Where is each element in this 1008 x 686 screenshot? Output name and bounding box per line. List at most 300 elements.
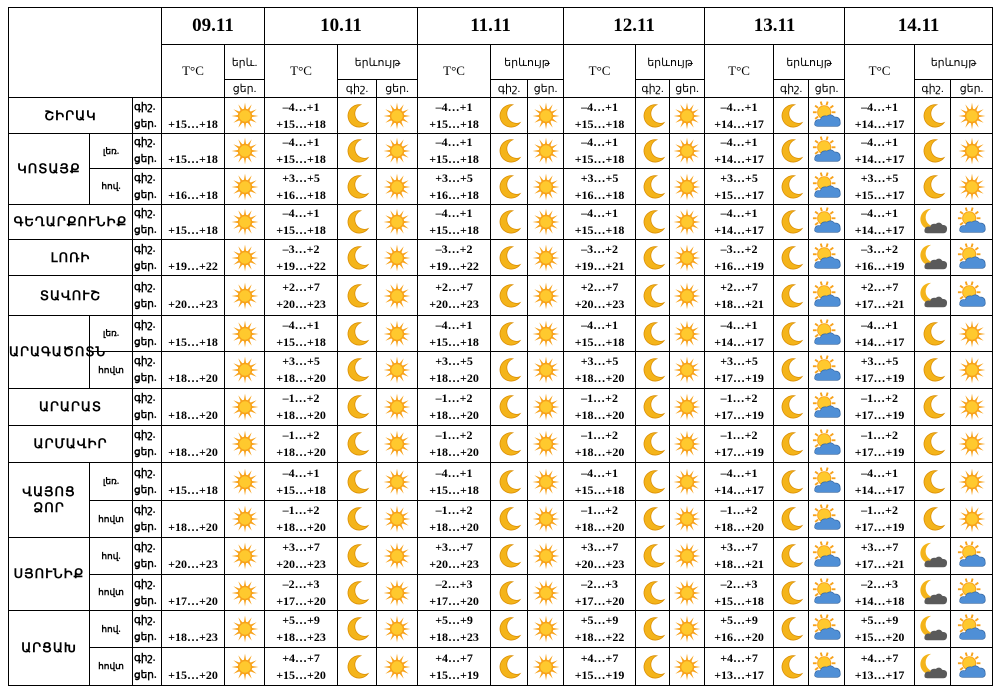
phenomenon-night-cell: [774, 463, 809, 501]
daynight-label: [133, 575, 162, 611]
temp-day: +13…+17: [714, 667, 764, 682]
temperature-cell: [845, 501, 915, 538]
phenomenon-night-cell: [636, 389, 670, 426]
temp-day: +15…+19: [429, 667, 479, 682]
temperature-cell: [705, 352, 774, 389]
moon-icon: [338, 579, 376, 607]
phenomenon-day-cell: [951, 426, 993, 463]
sun-icon: [670, 430, 704, 458]
phenomenon-night-cell: [491, 205, 528, 240]
moon-icon: [491, 282, 527, 310]
sun-icon: [528, 356, 563, 384]
phenomenon-day-cell: [377, 501, 418, 538]
phenomenon-day-cell: [225, 134, 265, 169]
phenomenon-night-cell: [491, 538, 528, 575]
sun-icon: [951, 356, 992, 384]
phenomenon-night-cell: [636, 169, 670, 205]
sun-icon: [670, 356, 704, 384]
moon-cloud-icon: [915, 243, 950, 273]
temp-night: –1…+2: [435, 391, 473, 405]
temp-day: +18…+20: [574, 445, 625, 459]
phenomenon-night-cell: [915, 98, 951, 134]
temp-day: +16…+18: [574, 187, 625, 202]
phenomenon-night-cell: [338, 426, 377, 463]
phenomenon-night-cell: [491, 575, 528, 611]
moon-icon: [491, 244, 527, 272]
sun-icon: [951, 468, 992, 496]
phenomenon-day-cell: [377, 352, 418, 389]
temp-day: +17…+19: [854, 371, 905, 385]
phenomenon-night-cell: [774, 205, 809, 240]
sun-icon: [225, 282, 264, 310]
temp-night: –4…+1: [435, 135, 473, 149]
phenomenon-day-cell: [809, 389, 845, 426]
temp-night: +3…+5: [860, 170, 899, 185]
temp-night: –3…+2: [720, 241, 758, 256]
header-dates-row: [9, 8, 993, 45]
temp-night: +4…+7: [435, 650, 473, 665]
day-label: ցեր.: [134, 189, 157, 201]
temp-day: +17…+19: [714, 371, 764, 385]
phenomenon-day-cell: [377, 538, 418, 575]
moon-icon: [338, 653, 376, 681]
day-label: ցեր.: [134, 522, 157, 533]
sun-icon: [377, 137, 417, 165]
temp-night: [162, 317, 224, 334]
temp-night: +3…+5: [580, 170, 619, 185]
temp-day: +14…+17: [714, 152, 764, 166]
temp-night: +5…+9: [282, 613, 320, 627]
temp-night: –4…+1: [581, 465, 618, 480]
moon-icon: [636, 505, 669, 533]
temp-header: T°C: [418, 45, 491, 98]
temp-night: –4…+1: [581, 99, 618, 114]
region-row: [9, 648, 993, 686]
phenomenon-day-cell: [809, 463, 845, 501]
temperature-cell: [162, 240, 225, 276]
temp-night: –1…+2: [282, 428, 320, 442]
night-label: գիշ.: [134, 243, 156, 255]
temp-night: –3…+2: [435, 241, 473, 256]
phenomenon-day-cell: [951, 240, 993, 276]
moon-icon: [338, 615, 376, 643]
temperature-cell: [564, 205, 636, 240]
sun-icon: [225, 173, 264, 201]
phenomenon-day-cell: [225, 169, 265, 205]
moon-icon: [338, 356, 376, 384]
daynight-label: [133, 538, 162, 575]
temp-day: +20…+23: [168, 296, 218, 311]
phenomenon-day-cell: [528, 169, 564, 205]
moon-icon: [636, 137, 669, 165]
temp-header: T°C: [845, 45, 915, 98]
moon-icon: [915, 430, 950, 458]
temperature-cell: [845, 240, 915, 276]
phenomenon-day-cell: [951, 389, 993, 426]
temp-night: –2…+3: [720, 576, 758, 591]
night-subheader: գիշ.: [915, 80, 951, 98]
temperature-cell: [265, 389, 338, 426]
phenomenon-night-cell: [491, 276, 528, 316]
temperature-cell: [418, 316, 491, 352]
region-name: ԱՐԱՐԱՏ: [9, 389, 133, 426]
phenomenon-day-cell: [377, 98, 418, 134]
sun-cloud-icon: [809, 281, 844, 311]
moon-icon: [491, 393, 527, 421]
temperature-cell: [564, 134, 636, 169]
phenomenon-night-cell: [636, 240, 670, 276]
temp-day: +20…+23: [574, 557, 625, 571]
temperature-cell: [265, 240, 338, 276]
temperature-cell: [162, 276, 225, 316]
temp-night: –4…+1: [435, 206, 473, 220]
temp-day: +15…+20: [276, 667, 326, 682]
temp-night: +3…+5: [435, 170, 473, 185]
subregion-label: լեռ.: [90, 463, 133, 501]
temp-day: +15…+18: [168, 152, 218, 166]
phenomenon-night-cell: [774, 240, 809, 276]
night-subheader: գիշ.: [338, 80, 377, 98]
night-label: գիշ.: [134, 430, 156, 441]
forecast-table: [8, 7, 993, 686]
sun-icon: [225, 102, 264, 130]
phenomenon-day-cell: [377, 169, 418, 205]
temperature-cell: [564, 389, 636, 426]
temp-day: +18…+20: [714, 520, 764, 534]
phenomenon-day-cell: [809, 240, 845, 276]
phenomenon-day-cell: [528, 575, 564, 611]
temperature-cell: [564, 611, 636, 648]
sun-icon: [528, 430, 563, 458]
temperature-cell: [162, 648, 225, 686]
sun-icon: [528, 173, 563, 201]
temp-night: –1…+2: [282, 503, 320, 517]
phenomenon-day-cell: [377, 648, 418, 686]
temp-night: [162, 465, 224, 482]
sun-icon: [225, 468, 264, 496]
sun-icon: [670, 505, 704, 533]
moon-icon: [338, 244, 376, 272]
region-name: ԱՐԱԳԱԾՈՏՆ: [9, 316, 90, 389]
sun-icon: [670, 320, 704, 348]
region-row: [9, 276, 993, 316]
night-label: գիշ.: [134, 319, 156, 331]
temp-night: +3…+5: [720, 354, 758, 368]
moon-icon: [491, 102, 527, 130]
temp-day: +15…+17: [854, 187, 905, 202]
sun-icon: [377, 356, 417, 384]
temp-night: –4…+1: [720, 465, 758, 480]
moon-icon: [636, 430, 669, 458]
night-subheader: գիշ.: [774, 80, 809, 98]
phenomenon-night-cell: [491, 240, 528, 276]
sun-icon: [528, 282, 563, 310]
sun-icon: [670, 468, 704, 496]
moon-cloud-icon: [915, 614, 950, 644]
temp-night: –1…+2: [861, 503, 898, 517]
temperature-cell: [418, 575, 491, 611]
temp-night: +3…+5: [282, 354, 320, 368]
temp-header: T°C: [705, 45, 774, 98]
moon-icon: [338, 208, 376, 236]
phenomenon-night-cell: [338, 648, 377, 686]
temp-day: +18…+20: [276, 371, 326, 385]
phenomenon-day-cell: [528, 611, 564, 648]
sun-cloud-icon: [951, 541, 992, 571]
phenomenon-night-cell: [636, 648, 670, 686]
temp-night: +3…+5: [860, 354, 899, 368]
temperature-cell: [418, 352, 491, 389]
phenomenon-day-cell: [670, 538, 705, 575]
temperature-cell: [564, 538, 636, 575]
date-header: 13.11: [705, 8, 845, 45]
temp-day: +16…+18: [168, 187, 218, 202]
temperature-cell: [418, 134, 491, 169]
temperature-cell: [845, 426, 915, 463]
temperature-cell: [418, 389, 491, 426]
phenomenon-night-cell: [774, 276, 809, 316]
temp-night: +3…+7: [282, 540, 320, 554]
day-subheader: ցեր.: [951, 80, 993, 98]
phenomenon-night-cell: [915, 648, 951, 686]
subregion-label: հով.: [90, 169, 133, 205]
sun-icon: [225, 653, 264, 681]
phenomenon-day-cell: [528, 389, 564, 426]
phenomenon-night-cell: [915, 501, 951, 538]
temp-night: –4…+1: [720, 317, 758, 332]
sun-icon: [377, 542, 417, 570]
sun-icon: [377, 615, 417, 643]
night-label: գիշ.: [134, 652, 156, 664]
temperature-cell: [265, 205, 338, 240]
moon-icon: [338, 137, 376, 165]
moon-icon: [636, 393, 669, 421]
temp-night: –4…+1: [282, 99, 320, 114]
sun-cloud-icon: [951, 614, 992, 644]
temp-day: +14…+17: [714, 482, 764, 497]
cloud-sun-icon: [809, 136, 844, 166]
phenomenon-day-cell: [809, 501, 845, 538]
phenomenon-night-cell: [774, 134, 809, 169]
temperature-cell: [418, 205, 491, 240]
temp-night: –4…+1: [282, 206, 320, 220]
temperature-cell: [162, 389, 225, 426]
temp-day: +20…+23: [574, 296, 625, 311]
moon-icon: [774, 320, 808, 348]
temp-day: +18…+20: [276, 520, 326, 534]
sun-icon: [225, 615, 264, 643]
sun-cloud-icon: [951, 243, 992, 273]
moon-icon: [491, 208, 527, 236]
region-row: [9, 98, 993, 134]
region-name: ԱՐՄԱՎԻՐ: [9, 426, 133, 463]
sun-icon: [377, 173, 417, 201]
phenomenon-night-cell: [636, 98, 670, 134]
day-label: ցեր.: [134, 336, 157, 348]
temperature-cell: [705, 205, 774, 240]
temp-day: +15…+18: [276, 334, 326, 349]
cloud-sun-icon: [951, 578, 992, 608]
day-subheader: ցեր.: [670, 80, 705, 98]
temp-day: +15…+18: [429, 116, 479, 131]
phenomenon-day-cell: [225, 98, 265, 134]
sun-icon: [528, 320, 563, 348]
sun-icon: [670, 393, 704, 421]
temp-day: +15…+18: [168, 334, 218, 349]
cloud-sun-icon: [809, 467, 844, 497]
moon-icon: [915, 102, 950, 130]
sun-icon: [225, 137, 264, 165]
night-label: գիշ.: [134, 101, 156, 113]
sun-icon: [377, 468, 417, 496]
sun-icon: [670, 137, 704, 165]
sun-icon: [225, 244, 264, 272]
temperature-cell: [845, 389, 915, 426]
temp-day: +18…+20: [168, 520, 218, 534]
phenomenon-night-cell: [915, 538, 951, 575]
temp-day: +15…+18: [574, 223, 625, 237]
phenomenon-night-cell: [915, 463, 951, 501]
night-subheader: գիշ.: [636, 80, 670, 98]
temp-night: –1…+2: [581, 428, 618, 442]
temp-night: –4…+1: [581, 206, 618, 220]
temp-night: +3…+5: [720, 170, 758, 185]
temp-day: +19…+22: [276, 258, 326, 273]
phenomenon-day-cell: [809, 316, 845, 352]
temp-night: +3…+7: [720, 540, 758, 554]
phenomenon-night-cell: [774, 611, 809, 648]
temperature-cell: [564, 463, 636, 501]
temp-night: [162, 279, 224, 296]
moon-icon: [915, 320, 950, 348]
daynight-label: [133, 276, 162, 316]
temp-day: +16…+19: [854, 258, 905, 273]
temp-day: +17…+19: [714, 408, 764, 422]
day-label: ցեր.: [134, 410, 157, 421]
temp-night: +3…+7: [580, 540, 619, 554]
temperature-cell: [162, 134, 225, 169]
moon-icon: [774, 244, 808, 272]
temp-day: +18…+23: [168, 630, 218, 644]
temp-night: +4…+7: [580, 650, 619, 665]
moon-icon: [636, 244, 669, 272]
phenomenon-day-cell: [670, 463, 705, 501]
phenomenon-day-cell: [225, 352, 265, 389]
sun-icon: [670, 208, 704, 236]
temp-night: +4…+7: [282, 650, 320, 665]
temperature-cell: [265, 276, 338, 316]
phenomenon-night-cell: [915, 240, 951, 276]
phenomenon-night-cell: [338, 98, 377, 134]
moon-icon: [636, 615, 669, 643]
phenomenon-night-cell: [491, 463, 528, 501]
temp-day: +16…+18: [276, 187, 326, 202]
temp-night: [162, 99, 224, 116]
moon-icon: [774, 393, 808, 421]
sun-icon: [377, 505, 417, 533]
phenomenon-day-cell: [225, 463, 265, 501]
temp-day: +18…+20: [168, 445, 218, 459]
sun-icon: [670, 244, 704, 272]
night-label: գիշ.: [134, 137, 156, 148]
phenomenon-night-cell: [338, 352, 377, 389]
temp-night: –4…+1: [435, 317, 473, 332]
temperature-cell: [845, 463, 915, 501]
sun-icon: [528, 102, 563, 130]
phenomenon-day-cell: [528, 240, 564, 276]
temperature-cell: [705, 276, 774, 316]
moon-icon: [338, 505, 376, 533]
phenomenon-day-cell: [809, 575, 845, 611]
temp-day: +15…+18: [168, 116, 218, 131]
temperature-cell: [265, 316, 338, 352]
temperature-cell: [845, 538, 915, 575]
region-name: ՏԱՎՈՒՇ: [9, 276, 133, 316]
subregion-label: հով.: [90, 611, 133, 648]
sun-icon: [670, 579, 704, 607]
temperature-cell: [418, 98, 491, 134]
moon-icon: [491, 468, 527, 496]
temperature-cell: [845, 276, 915, 316]
sun-icon: [377, 430, 417, 458]
phenomenon-day-cell: [670, 169, 705, 205]
temperature-cell: [705, 98, 774, 134]
temp-day: +15…+18: [714, 593, 764, 608]
temp-day: +15…+18: [276, 223, 326, 237]
temp-day: +15…+17: [714, 187, 764, 202]
sun-icon: [670, 173, 704, 201]
phenomenon-night-cell: [491, 501, 528, 538]
phenomenon-night-cell: [915, 352, 951, 389]
temp-day: +17…+20: [429, 593, 479, 608]
temp-day: +18…+20: [429, 520, 479, 534]
temperature-cell: [162, 575, 225, 611]
subregion-label: հովտ: [90, 501, 133, 538]
phenomenon-night-cell: [774, 352, 809, 389]
phenomenon-night-cell: [338, 538, 377, 575]
temp-day: +14…+17: [854, 223, 905, 237]
region-row: [9, 134, 993, 169]
moon-icon: [915, 137, 950, 165]
temp-day: +18…+23: [276, 630, 326, 644]
moon-icon: [636, 579, 669, 607]
temp-night: [162, 390, 224, 407]
phenomenon-night-cell: [774, 501, 809, 538]
phenomenon-day-cell: [670, 648, 705, 686]
temp-day: +18…+20: [276, 408, 326, 422]
phenomenon-night-cell: [338, 169, 377, 205]
temperature-cell: [162, 538, 225, 575]
phenomenon-day-cell: [225, 316, 265, 352]
temperature-cell: [845, 169, 915, 205]
moon-icon: [636, 173, 669, 201]
phenomenon-night-cell: [636, 426, 670, 463]
moon-icon: [338, 282, 376, 310]
cloud-sun-icon: [809, 355, 844, 385]
moon-icon: [774, 653, 808, 681]
daynight-label: [133, 463, 162, 501]
phenomenon-day-cell: [809, 426, 845, 463]
region-name: ՇԻՐԱԿ: [9, 98, 133, 134]
phenomenon-day-cell: [377, 240, 418, 276]
temp-night: –1…+2: [581, 391, 618, 405]
temp-day: +20…+23: [429, 296, 479, 311]
temp-day: +18…+20: [429, 445, 479, 459]
temperature-cell: [418, 240, 491, 276]
phenomenon-night-cell: [338, 575, 377, 611]
sun-icon: [670, 282, 704, 310]
phenomenon-day-cell: [225, 501, 265, 538]
